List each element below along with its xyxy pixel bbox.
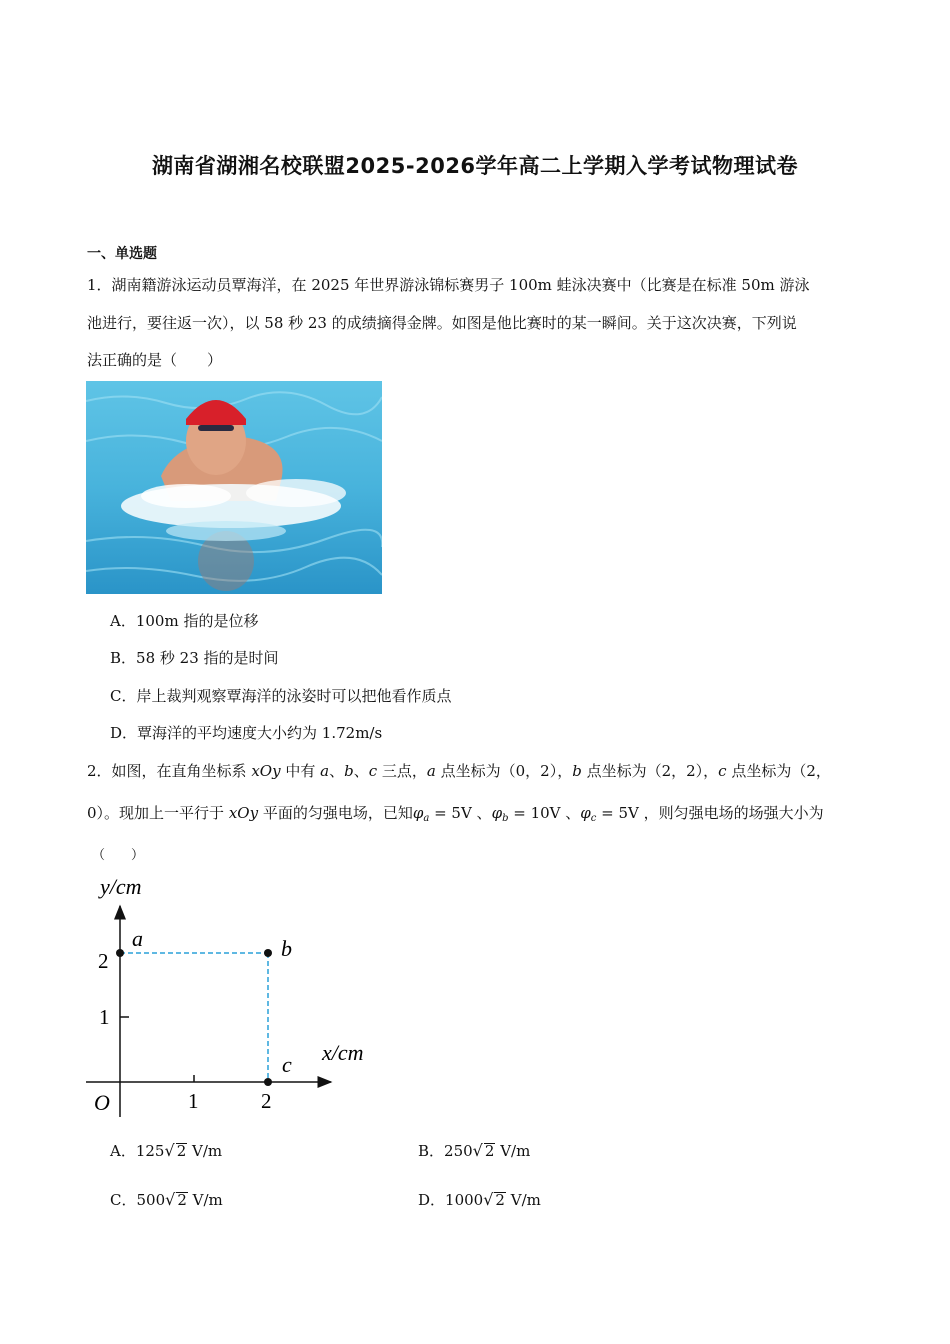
point-b xyxy=(264,949,272,957)
x-axis-label: x/cm xyxy=(322,1040,364,1065)
y-axis-label: y/cm xyxy=(100,874,142,899)
q2-stem-line-1: 2．如图，在直角坐标系 xOy 中有 a、b、c 三点，a 点坐标为（0，2），b 点坐标为（2，2），c 点坐标为（2， xyxy=(87,762,831,780)
q1-stem-line-1: 1．湖南籍游泳运动员覃海洋，在 2025 年世界游泳锦标赛男子 100m 蛙泳决赛中（比赛是在标准 50m 游泳 xyxy=(87,276,810,294)
y-tick-label-1: 1 xyxy=(99,1005,110,1029)
q1-option-b[interactable]: B．58 秒 23 指的是时间 xyxy=(110,649,279,667)
q1-stem-line-3: 法正确的是（ ） xyxy=(87,351,223,369)
coordinate-graph xyxy=(86,872,386,1122)
x-tick-label-1: 1 xyxy=(188,1089,199,1113)
q2-option-a[interactable]: A．125√ 2 V/m xyxy=(110,1141,223,1160)
point-a xyxy=(116,949,124,957)
point-c-label: c xyxy=(282,1052,292,1077)
q2-option-b[interactable]: B．250√ 2 V/m xyxy=(418,1141,531,1160)
q2-option-c[interactable]: C．500√ 2 V/m xyxy=(110,1190,223,1209)
q2-stem-line-2: 0）。现加上一平行于 xOy 平面的匀强电场，已知$\varphi_a = 5V$ 、$\varphi_b = 10V$ 、$\varphi_c = 5V$ ，则匀强电场的场强大小为 xyxy=(87,804,824,824)
x-tick-label-2: 2 xyxy=(261,1089,272,1113)
point-a-label: a xyxy=(132,926,143,951)
y-tick-label-2: 2 xyxy=(98,949,109,973)
q2-answer-blank: （ ） xyxy=(92,848,145,863)
section-heading: 一、单选题 xyxy=(87,246,157,262)
origin-label: O xyxy=(94,1090,110,1115)
q1-stem-line-2: 池进行，要往返一次），以 58 秒 23 的成绩摘得金牌。如图是他比赛时的某一瞬间。关于这次决赛，下列说 xyxy=(87,314,797,332)
q2-option-d[interactable]: D．1000√ 2 V/m xyxy=(418,1190,541,1209)
page-title: 湖南省湖湘名校联盟2025-2026学年高二上学期入学考试物理试卷 xyxy=(151,154,799,178)
point-c xyxy=(264,1078,272,1086)
q1-option-c[interactable]: C．岸上裁判观察覃海洋的泳姿时可以把他看作质点 xyxy=(110,687,452,705)
q1-option-d[interactable]: D．覃海洋的平均速度大小约为 1.72m/s xyxy=(110,724,383,742)
point-b-label: b xyxy=(281,936,292,961)
q1-option-a[interactable]: A．100m 指的是位移 xyxy=(110,612,259,630)
swimmer-photo xyxy=(86,381,382,594)
